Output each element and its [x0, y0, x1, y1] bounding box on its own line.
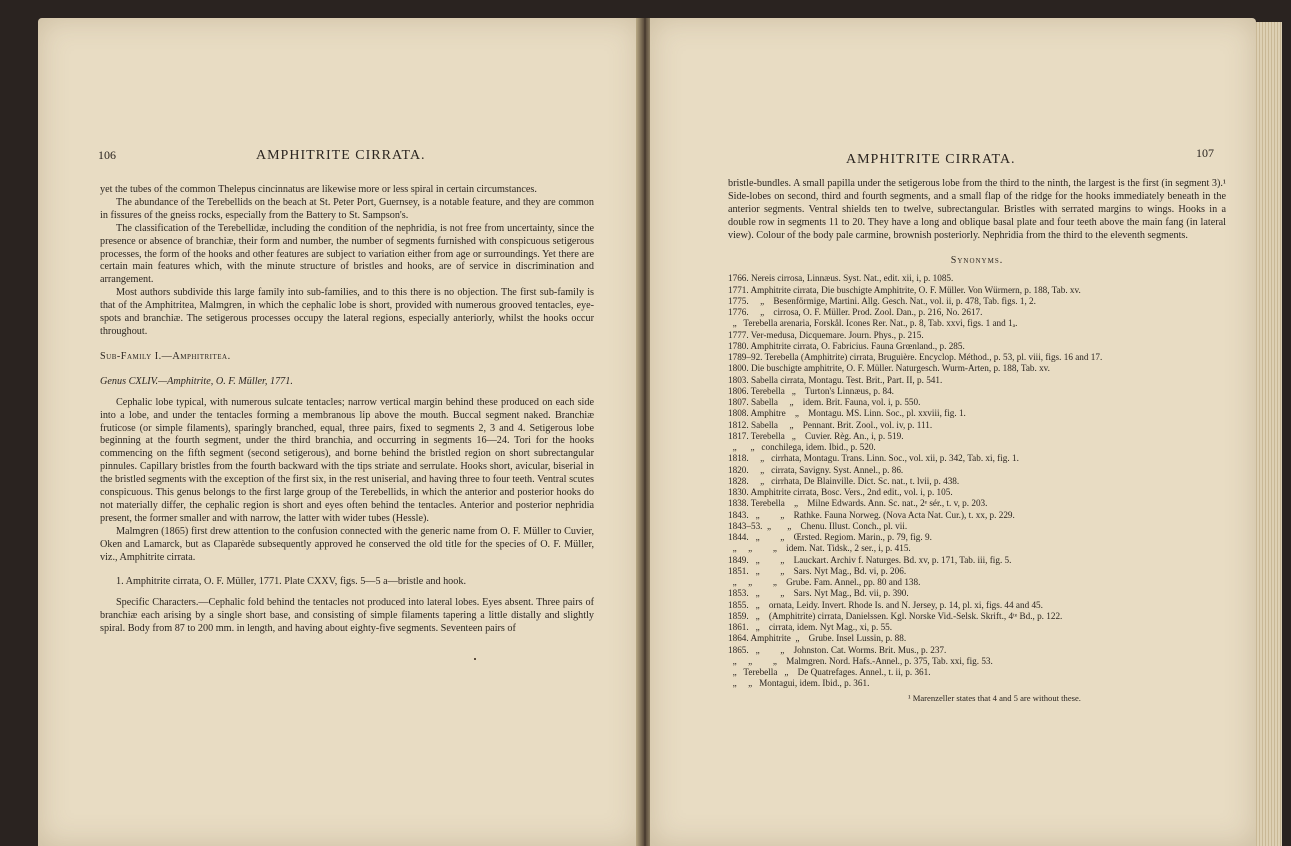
synonym-entry: „ „ conchilega, idem. Ibid., p. 520. — [728, 442, 876, 453]
synonym-entry: 1864. Amphitrite „ Grube. Insel Lussin, p. 88. — [728, 633, 907, 644]
paragraph: yet the tubes of the common Thelepus cincinnatus are likewise more or less spiral in certain circumstances. — [100, 184, 537, 195]
synonym-entry: 1855. „ ornata, Leidy. Invert. Rhode Is. and N. Jersey, p. 14, pl. xi, figs. 44 and 45. — [728, 599, 1043, 610]
synonym-entry: „ „ „ Grube. Fam. Annel., pp. 80 and 138. — [728, 577, 921, 588]
paragraph: Most authors subdivide this large family into sub-families, and to this there is no objection. The first sub-family is that of the Amphitritea, Malmgren, in which the cephalic lobe is short, provided with numerous grooved tentacles, eye-spots and branchiæ. The setigerous processes occupy the lateral regions, especially anteriorly, whilst the hooks occur throughout. — [100, 287, 594, 337]
synonym-entry: 1808. Amphitre „ Montagu. MS. Linn. Soc., pl. xxviii, fig. 1. — [728, 408, 966, 419]
left-running-head: AMPHITRITE CIRRATA. — [256, 148, 426, 163]
synonym-entry: 1844. „ „ Œrsted. Regiom. Marin., p. 79, fig. 9. — [728, 532, 932, 543]
paragraph: Malmgren (1865) first drew attention to the confusion connected with the generic name from O. F. Müller to Cuvier, Oken and Lamarck, but as Claparède subsequently approved he conserved the old title for the species of O. F. Müller, viz., Amphitrite cirrata. — [100, 525, 594, 563]
paragraph: The classification of the Terebellidæ, including the condition of the nephridia, is not free from uncertainty, since the presence or absence of branchiæ, their form and number, the number of segments furnished with conspicuous setigerous processes, the form of the hooks and other features are subject to variation either from age or surroundings. Yet there are certain main features which, with the minute structure of bristles and hooks, are of service in discrimination and arrangement. — [100, 222, 594, 286]
synonym-entry: 1776. „ cirrosa, O. F. Müller. Prod. Zool. Dan., p. 216, No. 2617. — [728, 307, 983, 318]
synonym-entry: 1843. „ „ Rathke. Fauna Norweg. (Nova Acta Nat. Cur.), t. xx, p. 229. — [728, 509, 1015, 520]
synonym-entry: „ „ Montagui, idem. Ibid., p. 361. — [728, 678, 870, 689]
synonym-entry: 1803. Sabella cirrata, Montagu. Test. Brit., Part. II, p. 541. — [728, 374, 943, 385]
synonym-entry: 1775. „ Besenförmige, Martini. Allg. Gesch. Nat., vol. ii, p. 478, Tab. figs. 1, 2. — [728, 295, 1036, 306]
paragraph: Cephalic lobe typical, with numerous sulcate tentacles; narrow vertical margin behind these produced on each side into a lobe, and under the tentacles forming a membranous lip above the mouth. Buccal segment naked. Branchiæ fruticose (or simple filaments), sparingly branched, equal, three pairs, fixed to segments 2, 3 and 4. Setigerous lobe beginning at the fourth segment, under the third branchia, and occurring in segments 16—24. Tori for the hooks commencing on the fifth segment (second setigerous), and borne behind the bristled region on short subrectangular pinnules. Capillary bristles from the fourth backward with the tips striate and serrulate. Hooks short, avicular, biserial in the bristled segments with the exception of the first six, in the rest uniserial, and having three to four teeth. Ventral scutes conspicuous. This genus belongs to the first large group of the Terebellids, in which the anterior and posterior hooks do not materially differ, the cephalic region is short and eyes often behind the tentacles. Anterior and posterior nephridia present, the former smaller and with narrow, the latter with wider tubes (Hessle). — [100, 396, 594, 524]
subfamily-heading: Sub-Family I.—Amphitritea. — [100, 350, 231, 362]
paragraph: Specific Characters.—Cephalic fold behind the tentacles not produced into lateral lobes. Eyes absent. Three pairs of branchiæ each arising by a single short base, and consisting of simple filaments tapering a little distally and slightly spiral. Body from 87 to 200 mm. in length, and having about eighty-five segments. Seventeen pairs of — [100, 597, 594, 635]
synonym-entry: 1851. „ „ Sars. Nyt Mag., Bd. vi, p. 206. — [728, 565, 907, 576]
synonym-entry: 1849. „ „ Lauckart. Archiv f. Naturges. Bd. xv, p. 171, Tab. iii, fig. 5. — [728, 554, 1012, 565]
synonym-entry: 1865. „ „ Johnston. Cat. Worms. Brit. Mus., p. 237. — [728, 644, 947, 655]
left-page — [38, 18, 640, 846]
synonym-entry: 1766. Nereis cirrosa, Linnæus. Syst. Nat., edit. xii, i, p. 1085. — [728, 273, 954, 284]
right-running-head: AMPHITRITE CIRRATA. — [846, 152, 1016, 167]
synonym-entry: 1800. Die buschigte amphitrite, O. F. Müller. Naturgesch. Wurm-Arten, p. 188, Tab. xv. — [728, 363, 1050, 374]
right-page-number: 107 — [1196, 146, 1214, 160]
synonym-entry: 1789–92. Terebella (Amphitrite) cirrata, Bruguière. Encyclop. Méthod., p. 53, pl. viii, figs. 16 and 17. — [728, 352, 1103, 363]
synonym-entry: 1828. „ cirrhata, De Blainville. Dict. Sc. nat., t. lvii, p. 438. — [728, 475, 960, 486]
paragraph: bristle-bundles. A small papilla under the setigerous lobe from the third to the ninth, the largest is the first (in segment 3).¹ Side-lobes on second, third and fourth segments, and a small flap of the ridge for the hooks immediately beneath in the anterior segments. Ventral shields ten to twelve, subrectangular. Bristles with serrated margins to wings. Hooks in a double row in segments 11 to 20. They have a long and oblique basal plate and four teeth above the main fang (in lateral view). Colour of the body pale carmine, brownish posteriorly. Nephridia from the third to the eleventh segments. — [728, 178, 1226, 241]
synonyms-heading: Synonyms. — [950, 254, 1004, 266]
synonym-entry: 1853. „ „ Sars. Nyt Mag., Bd. vii, p. 390. — [728, 588, 909, 599]
synonym-entry: 1771. Amphitrite cirrata, Die buschigte Amphitrite, O. F. Müller. Von Würmern, p. 188, Tab. xv. — [728, 284, 1081, 295]
synonym-entry: 1843–53. „ „ Chenu. Illust. Conch., pl. vii. — [728, 520, 908, 531]
synonym-entry: 1812. Sabella „ Pennant. Brit. Zool., vol. iv, p. 111. — [728, 419, 933, 430]
paragraph: The abundance of the Terebellids on the beach at St. Peter Port, Guernsey, is a notable feature, and they are common in fissures of the gneiss rocks, especially from the Battery to St. Sampson's. — [100, 196, 594, 221]
synonym-entry: 1818. „ cirrhata, Montagu. Trans. Linn. Soc., vol. xii, p. 342, Tab. xi, fig. 1. — [728, 453, 1019, 464]
synonym-entry: 1838. Terebella „ Milne Edwards. Ann. Sc. nat., 2ᵉ sér., t. v, p. 203. — [728, 498, 988, 509]
left-page-number: 106 — [98, 148, 116, 162]
synonym-list — [728, 273, 1226, 689]
synonym-entry: „ Terebella „ De Quatrefages. Annel., t. ii, p. 361. — [728, 667, 931, 678]
synonym-entry: 1806. Terebella „ Turton's Linnæus, p. 84. — [728, 385, 894, 396]
synonym-entry: 1817. Terebella „ Cuvier. Règ. An., i, p. 519. — [728, 430, 904, 441]
synonym-entry: „ Terebella arenaria, Forskål. Icones Rer. Nat., p. 8, Tab. xxvi, figs. 1 and 1ₐ. — [728, 318, 1018, 329]
right-body-text — [728, 178, 1226, 705]
footnote: ¹ Marenzeller states that 4 and 5 are without these. — [908, 692, 1081, 703]
page-edges — [1256, 22, 1282, 846]
synonym-entry: 1861. „ cirrata, idem. Nyt Mag., xi, p. 55. — [728, 622, 893, 633]
right-page — [650, 18, 1256, 846]
synonym-entry: 1820. „ cirrata, Savigny. Syst. Annel., p. 86. — [728, 464, 904, 475]
synonym-entry: 1859. „ (Amphitrite) cirrata, Danielssen. Kgl. Norske Vid.-Selsk. Skrift., 4ᵗᵉ Bd., p. 122. — [728, 610, 1063, 621]
left-body-text — [100, 184, 594, 636]
species-heading: 1. Amphitrite cirrata, O. F. Müller, 1771. Plate CXXV, figs. 5—5 a—bristle and hook. — [116, 576, 467, 588]
genus-heading: Genus CXLIV.—Amphitrite, O. F. Müller, 1771. — [100, 375, 293, 387]
synonym-entry: 1780. Amphitrite cirrata, O. Fabricius. Fauna Grœnland., p. 285. — [728, 340, 965, 351]
synonym-entry: 1807. Sabella „ idem. Brit. Fauna, vol. i, p. 550. — [728, 397, 921, 408]
synonym-entry: „ „ „ Malmgren. Nord. Hafs.-Annel., p. 375, Tab. xxi, fig. 53. — [728, 655, 993, 666]
ink-speck — [474, 658, 476, 660]
synonym-entry: „ „ „ idem. Nat. Tidsk., 2 ser., i, p. 415. — [728, 543, 911, 554]
synonym-entry: 1777. Ver-medusa, Dicquemare. Journ. Phys., p. 215. — [728, 329, 924, 340]
synonym-entry: 1830. Amphitrite cirrata, Bosc. Vers., 2nd edit., vol. i, p. 105. — [728, 487, 953, 498]
